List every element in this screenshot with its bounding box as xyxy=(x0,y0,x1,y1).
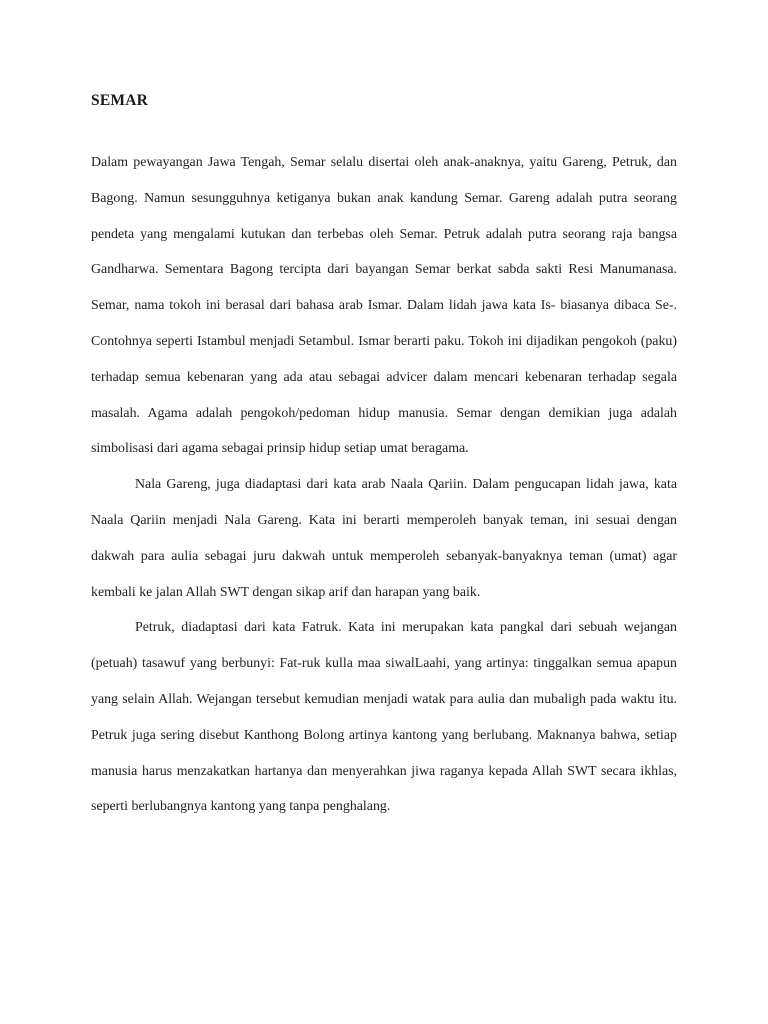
document-body xyxy=(91,145,677,825)
document-title: SEMAR xyxy=(91,92,148,109)
paragraph-nala-gareng: Nala Gareng, juga diadaptasi dari kata arab Naala Qariin. Dalam pengucapan lidah jawa, kata Naala Qariin menjadi Nala Gareng. Kata ini berarti memperoleh banyak teman, ini sesuai dengan dakwah para aulia sebagai juru dakwah untuk memperoleh sebanyak-banyaknya teman (umat) agar kembali ke jalan Allah SWT dengan sikap arif dan harapan yang baik. xyxy=(91,477,677,600)
paragraph-semar-intro: Dalam pewayangan Jawa Tengah, Semar selalu disertai oleh anak-anaknya, yaitu Gareng, Petruk, dan Bagong. Namun sesungguhnya ketiganya bukan anak kandung Semar. Gareng adalah putra seorang pendeta yang mengalami kutukan dan terbebas oleh Semar. Petruk adalah putra seorang raja bangsa Gandharwa. Sementara Bagong tercipta dari bayangan Semar berkat sabda sakti Resi Manumanasa. Semar, nama tokoh ini berasal dari bahasa arab Ismar. Dalam lidah jawa kata Is- biasanya dibaca Se-. Contohnya seperti Istambul menjadi Setambul. Ismar berarti paku. Tokoh ini dijadikan pengokoh (paku) terhadap semua kebenaran yang ada atau sebagai advicer dalam mencari kebenaran terhadap segala masalah. Agama adalah pengokoh/pedoman hidup manusia. Semar dengan demikian juga adalah simbolisasi dari agama sebagai prinsip hidup setiap umat beragama. xyxy=(91,155,677,457)
paragraph-petruk: Petruk, diadaptasi dari kata Fatruk. Kata ini merupakan kata pangkal dari sebuah wejangan (petuah) tasawuf yang berbunyi: Fat-ruk kulla maa siwalLaahi, yang artinya: tinggalkan semua apapun yang selain Allah. Wejangan tersebut kemudian menjadi watak para aulia dan mubaligh pada waktu itu. Petruk juga sering disebut Kanthong Bolong artinya kantong yang berlubang. Maknanya bahwa, setiap manusia harus menzakatkan hartanya dan menyerahkan jiwa raganya kepada Allah SWT secara ikhlas, seperti berlubangnya kantong yang tanpa penghalang. xyxy=(91,620,677,815)
